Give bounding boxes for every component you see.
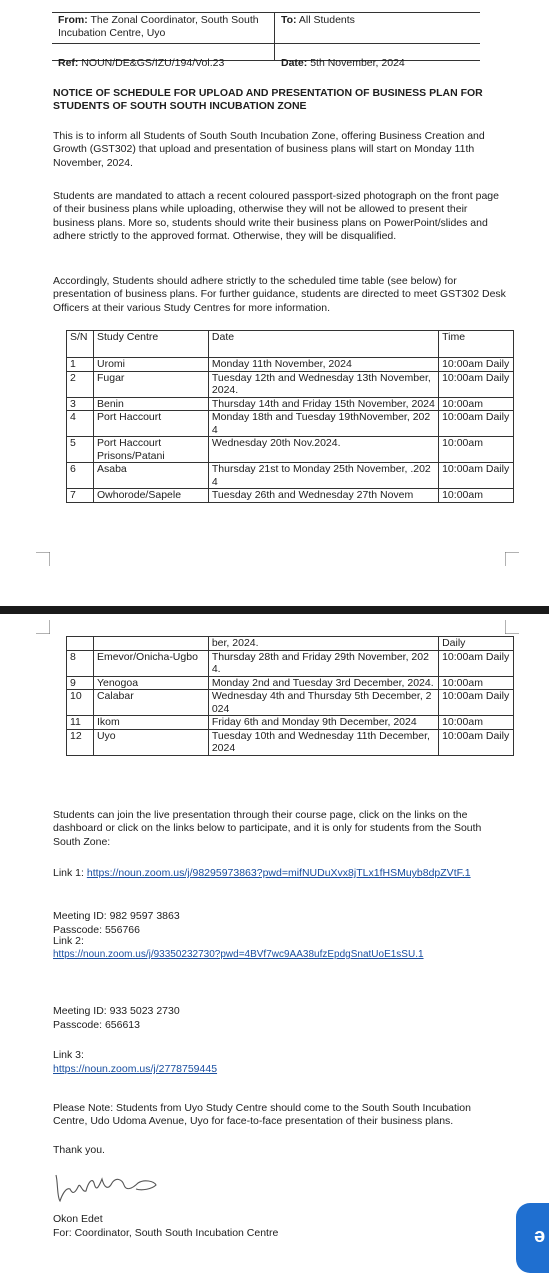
crop-mark-right-2: [505, 620, 519, 634]
signature: [52, 1169, 164, 1209]
header-sn: S/N: [67, 331, 94, 358]
row-time: 10:00am Daily: [439, 650, 514, 676]
link-3-block: Link 3: https://noun.zoom.us/j/2778759445: [53, 1049, 218, 1075]
memo-header: [52, 12, 480, 69]
row-date: Thursday 28th and Friday 29th November, 2024.: [208, 650, 438, 676]
header-study-centre: Study Centre: [93, 331, 208, 358]
row-sn: 5: [67, 437, 94, 463]
zoom-link-3[interactable]: https://noun.zoom.us/j/2778759445: [53, 1063, 218, 1075]
row-sn: 9: [67, 676, 94, 690]
live-presentation-text: Students can join the live presentation through their course page, click on the links on the dashboard or click on the links below to participate, and it is only for students from the South South Zone:: [53, 809, 482, 848]
row-sn: 8: [67, 650, 94, 676]
table-row: [67, 489, 514, 503]
row-study-centre: Uyo: [93, 729, 208, 755]
row-date: Friday 6th and Monday 9th December, 2024: [208, 716, 438, 730]
row-study-centre: Ikom: [93, 716, 208, 730]
notice-title: NOTICE OF SCHEDULE FOR UPLOAD AND PRESENTATION OF BUSINESS PLAN FOR STUDENTS OF SOUTH SOUTH INCUBATION ZONE: [53, 87, 483, 113]
row-study-centre: Benin: [93, 397, 208, 411]
table-row: [67, 729, 514, 755]
row-time: 10:00am Daily: [439, 729, 514, 755]
crop-mark-right: [505, 552, 519, 566]
header-time: Time: [439, 331, 514, 358]
schedule-table-continued: [66, 636, 514, 756]
row-sn: 1: [67, 358, 94, 372]
row-study-centre: Asaba: [93, 463, 208, 489]
row-time: 10:00am: [439, 489, 514, 503]
row-study-centre: Port Haccourt: [93, 411, 208, 437]
row-time: 10:00am Daily: [439, 371, 514, 397]
schedule-table: [66, 330, 514, 503]
zoom-link-2[interactable]: https://noun.zoom.us/j/93350232730?pwd=4BVf7wc9AA38ufzEpdgSnatUoE1sSU.1: [53, 949, 424, 960]
intro-paragraph: This is to inform all Students of South South Incubation Zone, offering Business Creation and Growth (GST302) that upload and presentation of business plans will start on Monday 11th November, 2024.: [53, 130, 485, 169]
row-time: 10:00am Daily: [439, 411, 514, 437]
signatory-block: [53, 1212, 278, 1240]
date-field: Date: 5th November, 2024: [281, 57, 405, 69]
row-study-centre: Uromi: [93, 358, 208, 372]
table-row: [67, 676, 514, 690]
link-1-block: Link 1: https://noun.zoom.us/j/98295973863?pwd=mifNUDuXvx8jTLx1fHSMuyb8dpZVtF.1: [53, 867, 471, 879]
row-time: 10:00am Daily: [439, 690, 514, 716]
floating-app-badge[interactable]: [516, 1203, 549, 1273]
thanks-text: Thank you.: [53, 1144, 105, 1156]
row-study-centre: Fugar: [93, 371, 208, 397]
row-study-centre: Port Haccourt Prisons/Patani: [93, 437, 208, 463]
document-page-2: [0, 614, 549, 1280]
link-1-credentials: Meeting ID: 982 9597 3863 Passcode: 556766: [53, 910, 180, 936]
row-date: Tuesday 26th and Wednesday 27th Novem: [208, 489, 438, 503]
row-date: Tuesday 10th and Wednesday 11th December, 2024: [208, 729, 438, 755]
row-date: Thursday 21st to Monday 25th November, .2024: [208, 463, 438, 489]
table-row: [67, 716, 514, 730]
continuation-time: Daily: [439, 637, 514, 651]
link-2-credentials: Meeting ID: 933 5023 2730 Passcode: 656613: [53, 1005, 180, 1031]
crop-mark-left: [36, 552, 50, 566]
document-page-1: [0, 0, 549, 606]
row-sn: 3: [67, 397, 94, 411]
row-date: Monday 18th and Tuesday 19thNovember, 2024: [208, 411, 438, 437]
row-date: Wednesday 20th Nov.2024.: [208, 437, 438, 463]
signatory-role: For: Coordinator, South South Incubation Centre: [53, 1227, 279, 1239]
requirements-paragraph: Students are mandated to attach a recent coloured passport-sized photograph on the front page of their business plans while uploading, otherwise they will not be allowed to present their business plans. More so, students should write their business plans on PowerPoint/slides and adhere strictly to the approved format. Otherwise, they will be disqualified.: [53, 190, 499, 243]
row-time: 10:00am Daily: [439, 358, 514, 372]
row-study-centre: Calabar: [93, 690, 208, 716]
table-row: [67, 437, 514, 463]
row-study-centre: Emevor/Onicha-Ugbo: [93, 650, 208, 676]
row-date: Wednesday 4th and Thursday 5th December, 2024: [208, 690, 438, 716]
row-time: 10:00am: [439, 716, 514, 730]
row-sn: 12: [67, 729, 94, 755]
row-study-centre: Owhorode/Sapele: [93, 489, 208, 503]
row-time: 10:00am Daily: [439, 463, 514, 489]
row-sn: 6: [67, 463, 94, 489]
link-2-block: Link 2: https://noun.zoom.us/j/93350232730?pwd=4BVf7wc9AA38ufzEpdgSnatUoE1sSU.1: [53, 934, 513, 962]
table-row: [67, 371, 514, 397]
table-row: [67, 397, 514, 411]
row-sn: 4: [67, 411, 94, 437]
badge-icon: ə: [534, 1225, 546, 1247]
row-date: Monday 11th November, 2024: [208, 358, 438, 372]
header-date: Date: [208, 331, 438, 358]
row-time: 10:00am: [439, 397, 514, 411]
row-date: Thursday 14th and Friday 15th November, 2024: [208, 397, 438, 411]
signatory-name: Okon Edet: [53, 1213, 103, 1225]
row-date: Monday 2nd and Tuesday 3rd December, 2024.: [208, 676, 438, 690]
row-sn: 2: [67, 371, 94, 397]
row-sn: 7: [67, 489, 94, 503]
uyo-note: Please Note: Students from Uyo Study Centre should come to the South South Incubation Centre, Udo Udoma Avenue, Uyo for face-to-face presentation of their business plans.: [53, 1102, 471, 1128]
page-separator: [0, 606, 549, 614]
row-sn: 10: [67, 690, 94, 716]
row-study-centre: Yenogoa: [93, 676, 208, 690]
to-field: To: All Students: [281, 14, 355, 26]
row-sn: 11: [67, 716, 94, 730]
table-row: [67, 690, 514, 716]
table-row-continuation: [67, 637, 514, 651]
row-time: 10:00am: [439, 437, 514, 463]
ref-field: Ref: NOUN/DE&GS/IZU/194/Vol.23: [52, 44, 275, 60]
table-row: [67, 650, 514, 676]
schedule-paragraph: Accordingly, Students should adhere strictly to the scheduled time table (see below) for presentation of business plans. For further guidance, students are directed to meet GST302 Desk Officers at their various Study Centres for more information.: [53, 275, 506, 314]
table-header-row: [67, 331, 514, 358]
table-row: [67, 463, 514, 489]
from-field: From: The Zonal Coordinator, South South Incubation Centre, Uyo: [52, 13, 275, 43]
table-row: [67, 411, 514, 437]
table-row: [67, 358, 514, 372]
crop-mark-left-2: [36, 620, 50, 634]
row-time: 10:00am: [439, 676, 514, 690]
row-date: Tuesday 12th and Wednesday 13th November, 2024.: [208, 371, 438, 397]
continuation-date: ber, 2024.: [208, 637, 438, 651]
zoom-link-1[interactable]: https://noun.zoom.us/j/98295973863?pwd=mifNUDuXvx8jTLx1fHSMuyb8dpZVtF.1: [86, 867, 471, 879]
